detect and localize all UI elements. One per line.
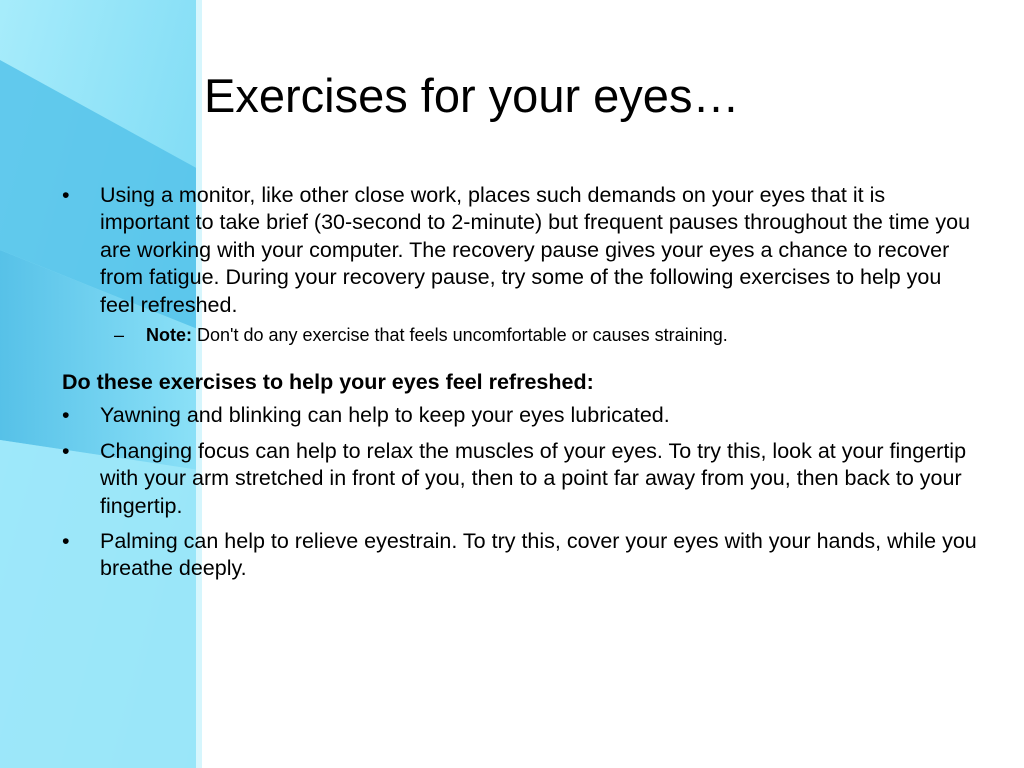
intro-bullet	[62, 182, 977, 319]
list-item	[62, 438, 977, 520]
exercise-yawning-text: Yawning and blinking can help to keep your eyes lubricated.	[100, 403, 670, 428]
list-item	[62, 528, 977, 583]
list-item	[62, 402, 977, 429]
bullet-icon: •	[62, 438, 70, 463]
slide-body	[62, 182, 977, 591]
intro-text: Using a monitor, like other close work, places such demands on your eyes that it is important to take brief (30-second to 2-minute) but frequent pauses throughout the time you are working with your computer. The recovery pause gives your eyes a chance to recover from fatigue. During your recovery pause, try some of the following exercises to help you feel refreshed.	[100, 183, 971, 317]
exercises-heading: Do these exercises to help your eyes feel refreshed:	[62, 370, 594, 395]
dash-icon: –	[114, 325, 125, 346]
bullet-icon: •	[62, 183, 70, 207]
bullet-icon: •	[62, 529, 70, 554]
exercise-focus-text: Changing focus can help to relax the muscles of your eyes. To try this, look at your fingertip with your arm stretched in front of you, then to a point far away from you, then back to your fingertip.	[100, 438, 967, 518]
exercise-palming-text: Palming can help to relieve eyestrain. To try this, cover your eyes with your hands, while you breathe deeply.	[100, 529, 977, 581]
note-label: Note:	[146, 325, 192, 346]
bullet-icon: •	[62, 403, 70, 428]
slide-title: Exercises for your eyes…	[204, 69, 740, 122]
note-bullet	[62, 323, 977, 347]
note-text: Don't do any exercise that feels uncomfortable or causes straining.	[192, 325, 728, 346]
